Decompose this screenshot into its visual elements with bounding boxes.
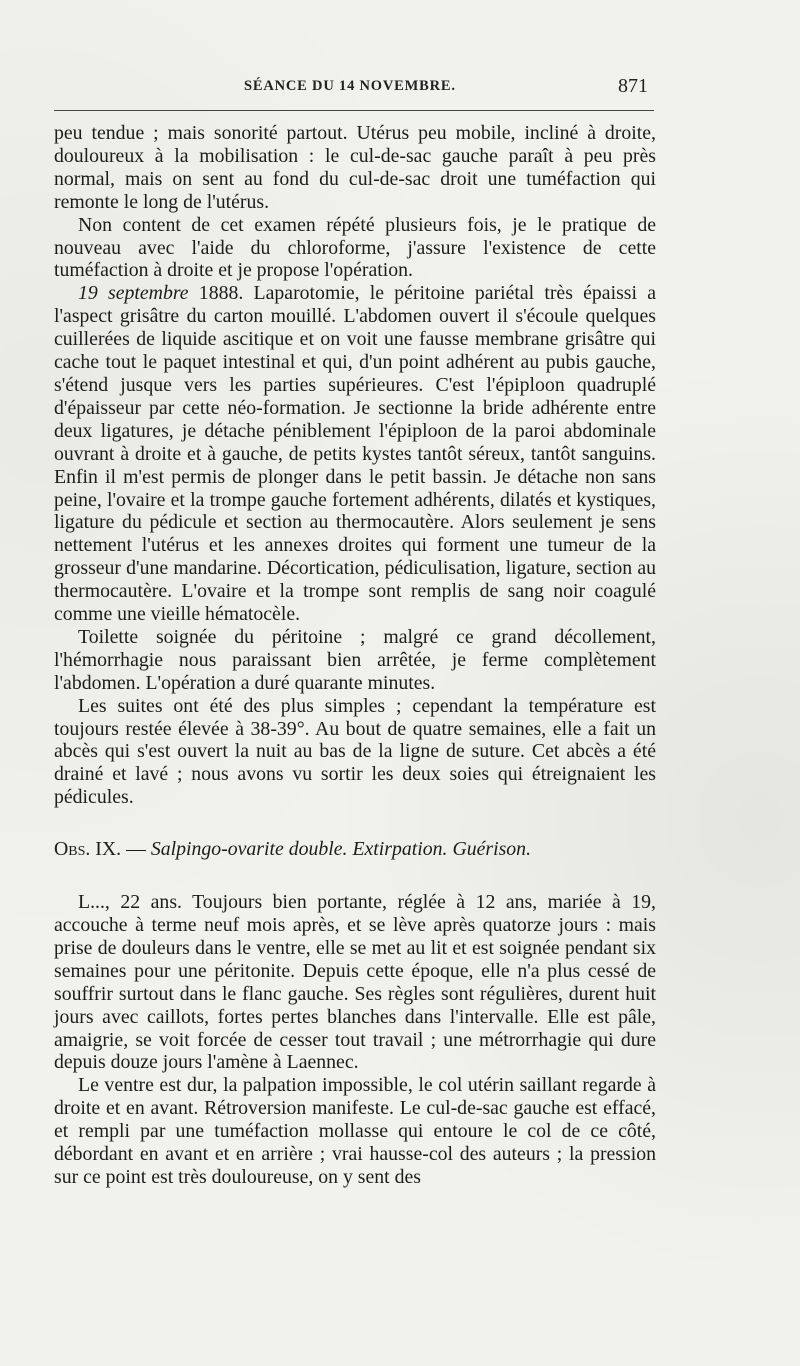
running-title: SÉANCE DU 14 NOVEMBRE. [244, 78, 456, 94]
paragraph-history: L..., 22 ans. Toujours bien portante, réglée à 12 ans, mariée à 19, accouche à terme neuf mois après, et se lève après quatorze jours : mais prise de douleurs dans le ventre, elle se met au lit et est soignée pendant six semaines pour une péritonite. Depuis cette époque, elle n'a plus cessé de souffrir surtout dans le flanc gauche. Ses règles sont régulières, durent huit jours avec caillots, fortes pertes blanches dans l'intervalle. Elle est pâle, amaigrie, se voit forcée de cesser tout travail ; une métrorrhagie qui dure depuis douze jours l'amène à Laennec. [54, 891, 656, 1074]
header-rule [54, 110, 654, 111]
paragraph-chloroform: Non content de cet examen répété plusieurs fois, je le pratique de nouveau avec l'aide du chloroforme, j'assure l'existence de cette tuméfaction à droite et je propose l'opération. [54, 213, 656, 282]
paragraph-examination: Le ventre est dur, la palpation impossible, le col utérin saillant regarde à droite et en avant. Rétroversion manifeste. Le cul-de-sac gauche est effacé, et rempli par une tuméfaction mollasse qui entoure le col de ce côté, débordant en avant et en arrière ; vrai hausse-col des auteurs ; la pression sur ce point est très douloureuse, on y sent des [54, 1074, 656, 1188]
page-number: 871 [618, 75, 648, 97]
paragraph-laparotomy [54, 282, 656, 626]
page-header [0, 75, 800, 100]
observation-title: Salpingo-ovarite double. Extirpation. Guérison. [150, 838, 532, 861]
paragraph-toilette: Toilette soignée du péritoine ; malgré ce grand décollement, l'hémorrhagie nous paraissant bien arrêtée, je ferme complètement l'abdomen. L'opération a duré quarante minutes. [54, 625, 656, 694]
paragraph-continued: peu tendue ; mais sonorité partout. Utérus peu mobile, incliné à droite, douloureux à la mobilisation : le cul-de-sac gauche paraît à peu près normal, mais on sent au fond du cul-de-sac droit une tuméfaction qui remonte le long de l'utérus. [54, 122, 656, 213]
observation-label: Obs. IX. — [54, 838, 146, 861]
body-text [54, 122, 656, 1189]
laparotomy-date: 19 septembre [78, 282, 189, 305]
observation-heading [54, 838, 656, 861]
laparotomy-text: 1888. Laparotomie, le péritoine pariétal très épaissi a l'aspect grisâtre du carton mouillé. L'abdomen ouvert il s'écoule quelques cuillerées de liquide ascitique et on voit une fausse membrane grisâtre qui cache tout le paquet intestinal et qui, d'un point adhérent au pubis gauche, s'étend jusque vers les parties supérieures. C'est l'épiploon quadruplé d'épaisseur par cette néo-formation. Je sectionne la bride adhérente entre deux ligatures, je détache péniblement l'épiploon de la paroi abdominale ouvrant à droite et à gauche, de petits kystes tantôt séreux, tantôt sanguins. Enfin il m'est permis de plonger dans le petit bassin. Je détache non sans peine, l'ovaire et la trompe gauche fortement adhérents, dilatés et kystiques, ligature du pédicule et section au thermocautère. Alors seulement je sens nettement l'utérus et les annexes droites qui forment une tumeur de la grosseur d'une mandarine. Décortication, pédiculisation, ligature, section au thermocautère. L'ovaire et la trompe sont remplis de sang noir coagulé comme une vieille hématocèle. [54, 282, 656, 626]
paragraph-suites: Les suites ont été des plus simples ; cependant la température est toujours restée élevée à 38-39°. Au bout de quatre semaines, elle a fait un abcès qui s'est ouvert la nuit au bas de la ligne de suture. Cet abcès a été drainé et lavé ; nous avons vu sortir les deux soies qui étreignaient les pédicules. [54, 694, 656, 809]
